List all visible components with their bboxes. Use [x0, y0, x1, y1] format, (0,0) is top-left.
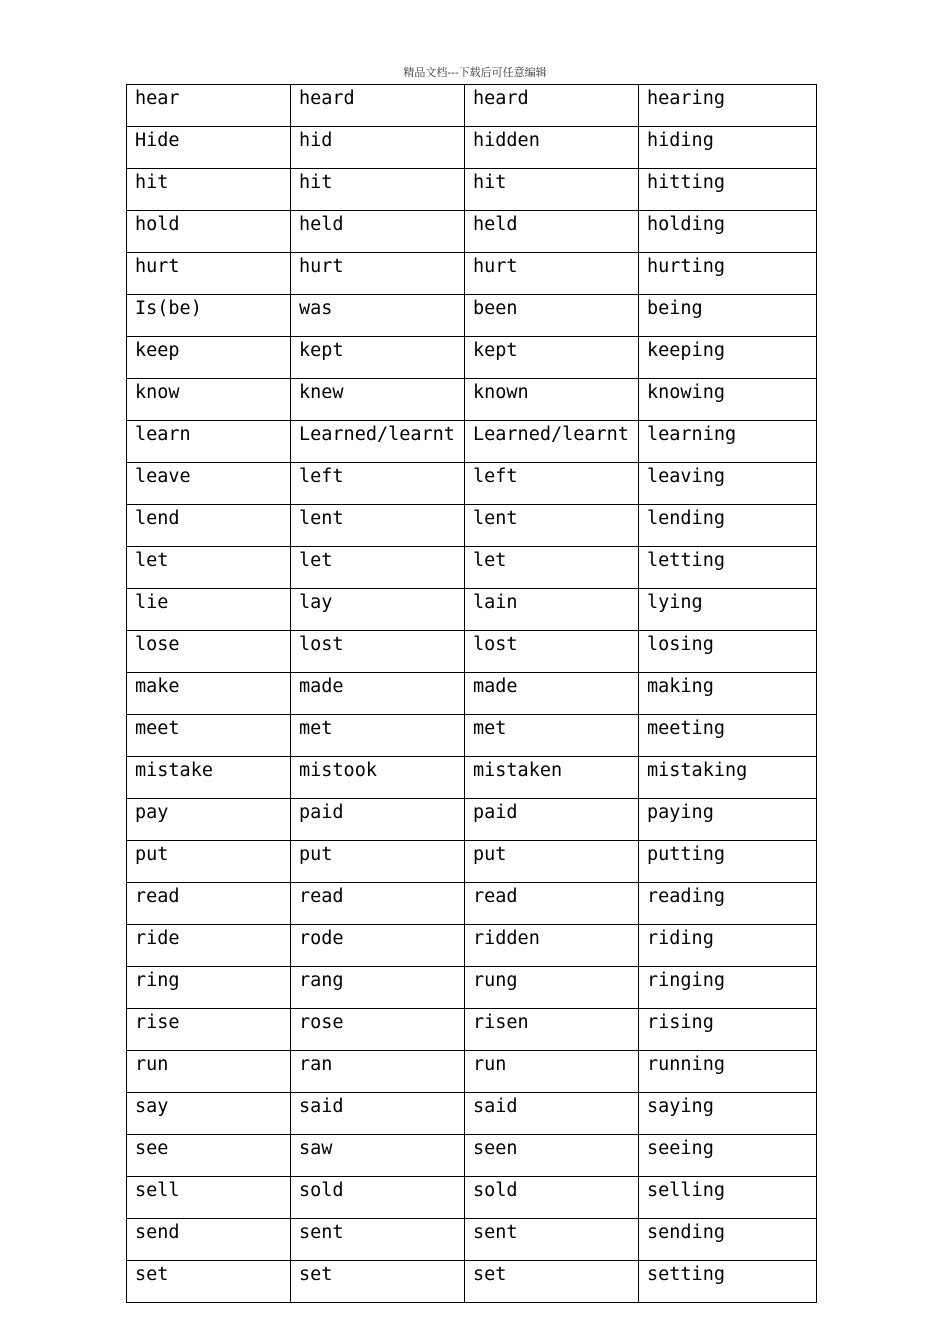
cell-base-form: set — [127, 1261, 291, 1303]
cell-past-tense: said — [291, 1093, 465, 1135]
cell-present-participle: being — [639, 295, 817, 337]
table-row — [127, 1177, 817, 1219]
cell-past-participle: risen — [465, 1009, 639, 1051]
cell-present-participle: making — [639, 673, 817, 715]
cell-present-participle: paying — [639, 799, 817, 841]
cell-past-participle: mistaken — [465, 757, 639, 799]
verb-forms-table — [126, 84, 817, 1303]
cell-past-tense: rang — [291, 967, 465, 1009]
cell-base-form: hit — [127, 169, 291, 211]
cell-past-tense: sent — [291, 1219, 465, 1261]
cell-base-form: rise — [127, 1009, 291, 1051]
cell-present-participle: hurting — [639, 253, 817, 295]
table-row — [127, 1219, 817, 1261]
cell-past-participle: read — [465, 883, 639, 925]
table-row — [127, 85, 817, 127]
cell-past-participle: rung — [465, 967, 639, 1009]
cell-present-participle: holding — [639, 211, 817, 253]
cell-base-form: put — [127, 841, 291, 883]
cell-present-participle: lending — [639, 505, 817, 547]
cell-past-participle: kept — [465, 337, 639, 379]
cell-past-participle: hit — [465, 169, 639, 211]
cell-present-participle: leaving — [639, 463, 817, 505]
cell-past-participle: hidden — [465, 127, 639, 169]
cell-past-tense: saw — [291, 1135, 465, 1177]
table-row — [127, 967, 817, 1009]
cell-past-participle: lent — [465, 505, 639, 547]
table-row — [127, 1009, 817, 1051]
table-row — [127, 925, 817, 967]
cell-base-form: leave — [127, 463, 291, 505]
cell-present-participle: knowing — [639, 379, 817, 421]
table-row — [127, 1093, 817, 1135]
table-row — [127, 673, 817, 715]
cell-present-participle: lying — [639, 589, 817, 631]
table-row — [127, 1051, 817, 1093]
cell-past-participle: sold — [465, 1177, 639, 1219]
cell-present-participle: hearing — [639, 85, 817, 127]
cell-past-participle: heard — [465, 85, 639, 127]
page-header: 精品文档---下载后可任意编辑 — [403, 66, 547, 79]
cell-present-participle: hitting — [639, 169, 817, 211]
cell-present-participle: seeing — [639, 1135, 817, 1177]
cell-past-tense: hid — [291, 127, 465, 169]
cell-past-tense: Learned/learnt — [291, 421, 465, 463]
cell-past-participle: known — [465, 379, 639, 421]
cell-past-tense: lent — [291, 505, 465, 547]
table-row — [127, 547, 817, 589]
cell-present-participle: reading — [639, 883, 817, 925]
table-row — [127, 211, 817, 253]
cell-base-form: hurt — [127, 253, 291, 295]
cell-past-participle: held — [465, 211, 639, 253]
cell-past-tense: rose — [291, 1009, 465, 1051]
cell-present-participle: saying — [639, 1093, 817, 1135]
cell-base-form: let — [127, 547, 291, 589]
cell-present-participle: ringing — [639, 967, 817, 1009]
cell-present-participle: mistaking — [639, 757, 817, 799]
cell-past-participle: Learned/learnt — [465, 421, 639, 463]
cell-past-tense: hit — [291, 169, 465, 211]
cell-past-participle: met — [465, 715, 639, 757]
cell-past-participle: hurt — [465, 253, 639, 295]
cell-base-form: know — [127, 379, 291, 421]
cell-base-form: Is(be) — [127, 295, 291, 337]
cell-present-participle: putting — [639, 841, 817, 883]
cell-base-form: ring — [127, 967, 291, 1009]
cell-past-tense: sold — [291, 1177, 465, 1219]
cell-base-form: run — [127, 1051, 291, 1093]
cell-past-participle: seen — [465, 1135, 639, 1177]
cell-present-participle: sending — [639, 1219, 817, 1261]
cell-base-form: hear — [127, 85, 291, 127]
cell-past-tense: heard — [291, 85, 465, 127]
table-row — [127, 463, 817, 505]
cell-past-tense: paid — [291, 799, 465, 841]
cell-base-form: meet — [127, 715, 291, 757]
cell-base-form: keep — [127, 337, 291, 379]
cell-present-participle: letting — [639, 547, 817, 589]
cell-past-participle: left — [465, 463, 639, 505]
cell-past-tense: ran — [291, 1051, 465, 1093]
cell-base-form: learn — [127, 421, 291, 463]
cell-past-participle: set — [465, 1261, 639, 1303]
cell-past-tense: put — [291, 841, 465, 883]
cell-past-participle: paid — [465, 799, 639, 841]
table-row — [127, 379, 817, 421]
cell-past-tense: let — [291, 547, 465, 589]
cell-past-tense: kept — [291, 337, 465, 379]
table-row — [127, 337, 817, 379]
table-row — [127, 1135, 817, 1177]
verb-table-body — [127, 85, 817, 1303]
table-row — [127, 505, 817, 547]
cell-past-tense: left — [291, 463, 465, 505]
cell-past-tense: mistook — [291, 757, 465, 799]
cell-present-participle: keeping — [639, 337, 817, 379]
cell-base-form: ride — [127, 925, 291, 967]
cell-past-tense: hurt — [291, 253, 465, 295]
cell-present-participle: rising — [639, 1009, 817, 1051]
cell-past-tense: rode — [291, 925, 465, 967]
cell-past-tense: met — [291, 715, 465, 757]
table-row — [127, 1261, 817, 1303]
cell-past-tense: lay — [291, 589, 465, 631]
cell-past-tense: was — [291, 295, 465, 337]
cell-past-tense: knew — [291, 379, 465, 421]
cell-past-participle: sent — [465, 1219, 639, 1261]
cell-base-form: mistake — [127, 757, 291, 799]
cell-present-participle: selling — [639, 1177, 817, 1219]
cell-present-participle: meeting — [639, 715, 817, 757]
cell-base-form: lend — [127, 505, 291, 547]
cell-base-form: read — [127, 883, 291, 925]
table-row — [127, 169, 817, 211]
cell-past-participle: made — [465, 673, 639, 715]
table-row — [127, 715, 817, 757]
cell-past-participle: run — [465, 1051, 639, 1093]
table-row — [127, 295, 817, 337]
cell-present-participle: losing — [639, 631, 817, 673]
table-row — [127, 757, 817, 799]
cell-present-participle: running — [639, 1051, 817, 1093]
cell-present-participle: hiding — [639, 127, 817, 169]
table-row — [127, 421, 817, 463]
cell-base-form: hold — [127, 211, 291, 253]
cell-base-form: make — [127, 673, 291, 715]
cell-past-tense: set — [291, 1261, 465, 1303]
table-row — [127, 589, 817, 631]
cell-past-tense: held — [291, 211, 465, 253]
cell-present-participle: setting — [639, 1261, 817, 1303]
cell-base-form: Hide — [127, 127, 291, 169]
cell-past-participle: said — [465, 1093, 639, 1135]
cell-past-participle: let — [465, 547, 639, 589]
cell-present-participle: learning — [639, 421, 817, 463]
table-row — [127, 883, 817, 925]
table-row — [127, 799, 817, 841]
cell-past-tense: lost — [291, 631, 465, 673]
table-row — [127, 841, 817, 883]
cell-past-participle: ridden — [465, 925, 639, 967]
table-row — [127, 253, 817, 295]
cell-past-participle: lain — [465, 589, 639, 631]
table-row — [127, 631, 817, 673]
cell-base-form: send — [127, 1219, 291, 1261]
cell-base-form: sell — [127, 1177, 291, 1219]
cell-past-participle: been — [465, 295, 639, 337]
cell-base-form: pay — [127, 799, 291, 841]
cell-past-tense: made — [291, 673, 465, 715]
cell-base-form: lie — [127, 589, 291, 631]
cell-past-participle: put — [465, 841, 639, 883]
cell-past-participle: lost — [465, 631, 639, 673]
table-row — [127, 127, 817, 169]
cell-present-participle: riding — [639, 925, 817, 967]
cell-base-form: see — [127, 1135, 291, 1177]
cell-past-tense: read — [291, 883, 465, 925]
cell-base-form: say — [127, 1093, 291, 1135]
cell-base-form: lose — [127, 631, 291, 673]
